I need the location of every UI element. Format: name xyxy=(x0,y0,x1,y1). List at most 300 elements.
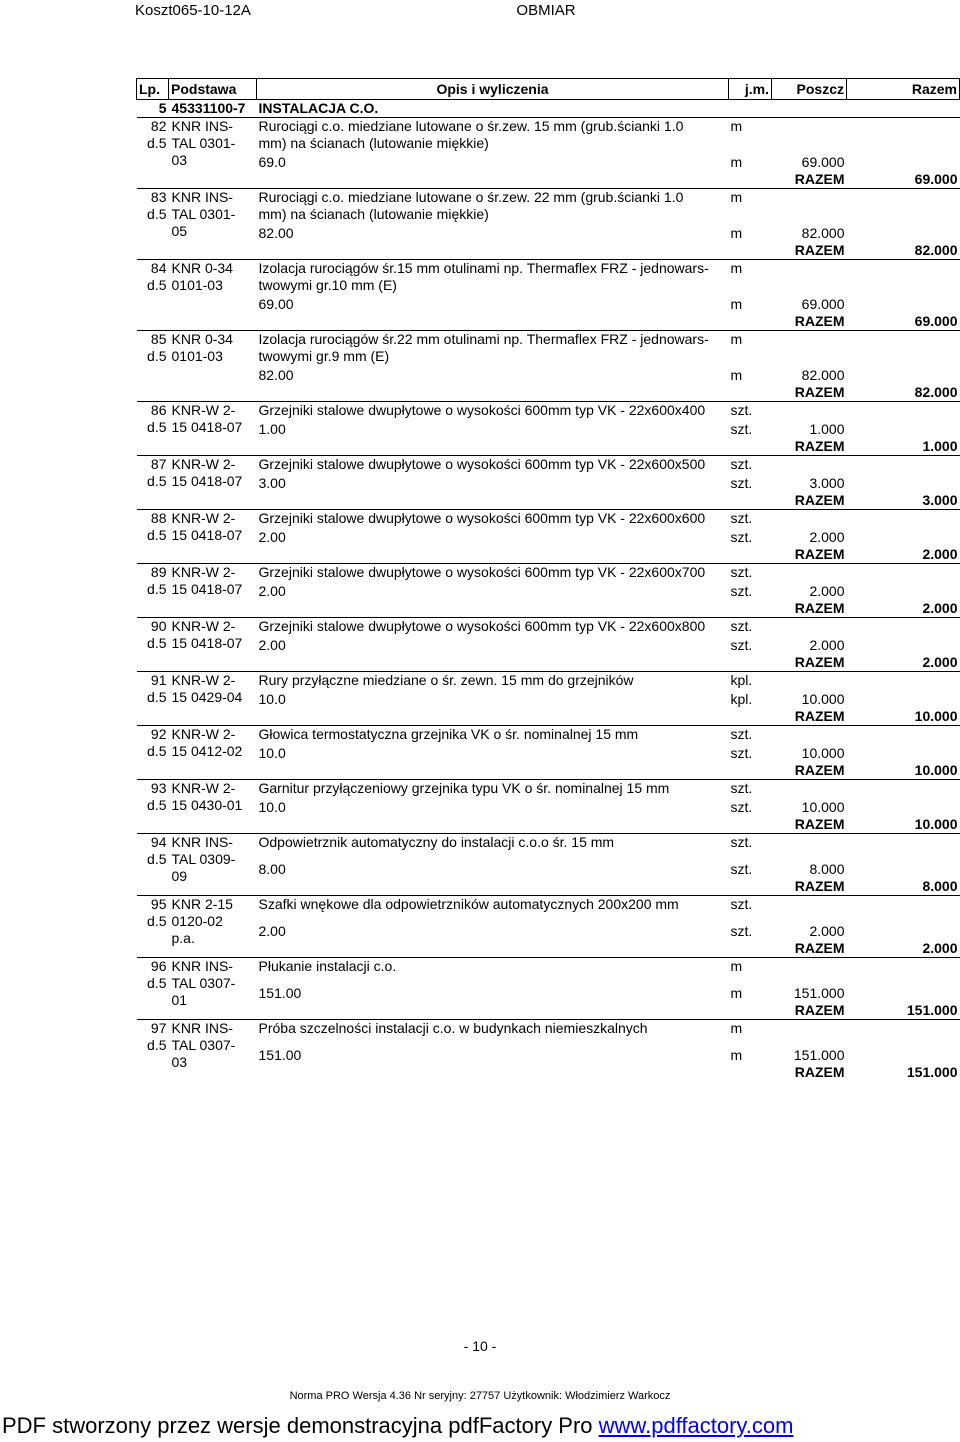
item-lp xyxy=(137,331,169,402)
item-base xyxy=(169,896,257,958)
razem-label: RAZEM xyxy=(794,600,845,616)
item-calc: 2.00 xyxy=(258,529,286,545)
razem-row xyxy=(137,1064,960,1081)
item-unit: m xyxy=(729,958,772,986)
razem-value: 69.000 xyxy=(914,313,958,329)
item-lp-line: d.5 xyxy=(147,135,167,151)
item-unit: m xyxy=(729,118,772,155)
table-row xyxy=(137,189,960,226)
item-desc-line: Grzejniki stalowe dwupłytowe o wysokości 600mm typ VK - 22x600x800 xyxy=(258,618,706,634)
item-desc-line: Grzejniki stalowe dwupłytowe o wysokości 600mm typ VK - 22x600x400 xyxy=(258,402,706,418)
item-lp-line: 97 xyxy=(150,1020,167,1036)
item-calc-unit: m xyxy=(730,154,743,170)
razem-label: RAZEM xyxy=(794,708,845,724)
razem-row xyxy=(137,600,960,618)
item-base-line: 0101-03 xyxy=(171,348,223,364)
item-lp xyxy=(137,1020,169,1082)
razem-row xyxy=(137,242,960,260)
item-desc-line: Rurociągi c.o. miedziane lutowane o śr.zew. 15 mm (grub.ścianki 1.0 xyxy=(258,118,684,134)
section-number: 5 xyxy=(158,100,167,116)
calc-row xyxy=(137,421,960,438)
item-calc: 82.00 xyxy=(258,225,294,241)
item-base-line: 15 0418-07 xyxy=(171,635,243,651)
item-desc-line: Izolacja rurociągów śr.22 mm otulinami np. Thermaflex FRZ - jednowars- xyxy=(258,331,709,347)
item-calc-unit: szt. xyxy=(730,861,753,877)
pdf-watermark-text: PDF stworzony przez wersje demonstracyjna pdfFactory Pro xyxy=(2,1413,599,1438)
item-desc-line: Grzejniki stalowe dwupłytowe o wysokości 600mm typ VK - 22x600x600 xyxy=(258,510,706,526)
razem-value: 10.000 xyxy=(914,816,958,832)
item-calc: 151.00 xyxy=(258,985,302,1001)
item-description xyxy=(257,456,729,476)
item-base-line: 15 0430-01 xyxy=(171,797,243,813)
item-unit: szt. xyxy=(729,726,772,746)
item-calc: 2.00 xyxy=(258,637,286,653)
obmiar-table xyxy=(136,78,960,1081)
table-row xyxy=(137,726,960,746)
item-base-line: 05 xyxy=(171,223,188,239)
item-base xyxy=(169,510,257,564)
item-description xyxy=(257,618,729,638)
item-calc: 8.00 xyxy=(258,861,286,877)
section-code: 45331100-7 xyxy=(171,100,246,116)
razem-label: RAZEM xyxy=(794,384,845,400)
item-description xyxy=(257,780,729,800)
item-base xyxy=(169,672,257,726)
item-base-line: KNR-W 2- xyxy=(171,672,236,688)
item-base-line: 15 0412-02 xyxy=(171,743,243,759)
item-lp-line: d.5 xyxy=(147,473,167,489)
item-base xyxy=(169,780,257,834)
item-lp-line: d.5 xyxy=(147,689,167,705)
item-description xyxy=(257,1020,729,1048)
calc-row xyxy=(137,637,960,654)
item-lp-line: d.5 xyxy=(147,1037,167,1053)
item-lp xyxy=(137,618,169,672)
item-unit: szt. xyxy=(729,564,772,584)
item-base xyxy=(169,118,257,189)
item-lp-line: 89 xyxy=(150,564,167,580)
item-poszcz: 10.000 xyxy=(801,691,845,707)
item-base-line: KNR INS- xyxy=(171,189,233,205)
item-base xyxy=(169,402,257,456)
item-base-line: KNR-W 2- xyxy=(171,510,236,526)
item-base-line: 15 0418-07 xyxy=(171,473,243,489)
item-desc-line: Próba szczelności instalacji c.o. w budynkach niemieszkalnych xyxy=(258,1020,648,1036)
calc-row xyxy=(137,923,960,940)
item-description xyxy=(257,834,729,862)
item-calc-unit: m xyxy=(730,367,743,383)
item-desc-line: Izolacja rurociągów śr.15 mm otulinami np. Thermaflex FRZ - jednowars- xyxy=(258,260,709,276)
calc-row xyxy=(137,745,960,762)
item-desc-line: Odpowietrznik automatyczny do instalacji c.o.o śr. 15 mm xyxy=(258,834,615,850)
item-calc-unit: szt. xyxy=(730,529,753,545)
item-base-line: 0120-02 xyxy=(171,913,223,929)
item-base xyxy=(169,564,257,618)
razem-label: RAZEM xyxy=(794,171,845,187)
item-description xyxy=(257,260,729,297)
item-base-line: 01 xyxy=(171,992,188,1008)
calc-row xyxy=(137,1047,960,1064)
item-lp-line: 84 xyxy=(150,260,167,276)
table-row xyxy=(137,834,960,862)
razem-row xyxy=(137,171,960,189)
col-header-podstawa: Podstawa xyxy=(169,79,257,100)
razem-value: 1.000 xyxy=(922,438,958,454)
item-lp xyxy=(137,189,169,260)
item-unit: szt. xyxy=(729,896,772,924)
item-base-line: TAL 0301- xyxy=(171,135,236,151)
item-unit: szt. xyxy=(729,780,772,800)
calc-row xyxy=(137,691,960,708)
razem-row xyxy=(137,762,960,780)
item-desc-line: Płukanie instalacji c.o. xyxy=(258,958,397,974)
section-row xyxy=(137,100,960,118)
item-calc-unit: szt. xyxy=(730,421,753,437)
item-base xyxy=(169,958,257,1020)
item-description xyxy=(257,402,729,422)
item-lp-line: 96 xyxy=(150,958,167,974)
item-lp-line: d.5 xyxy=(147,913,167,929)
item-base-line: 0101-03 xyxy=(171,277,223,293)
item-poszcz: 3.000 xyxy=(809,475,845,491)
item-lp-line: 95 xyxy=(150,896,167,912)
razem-label: RAZEM xyxy=(794,438,845,454)
calc-row xyxy=(137,475,960,492)
table-row xyxy=(137,118,960,155)
item-base-line: 09 xyxy=(171,868,188,884)
col-header-poszcz: Poszcz xyxy=(772,79,847,100)
item-lp-line: 94 xyxy=(150,834,167,850)
item-lp-line: 82 xyxy=(150,118,167,134)
item-lp-line: d.5 xyxy=(147,277,167,293)
calc-row xyxy=(137,367,960,384)
razem-value: 10.000 xyxy=(914,708,958,724)
item-base-line: TAL 0307- xyxy=(171,1037,236,1053)
item-desc-line: Szafki wnękowe dla odpowietrzników automatycznych 200x200 mm xyxy=(258,896,679,912)
calc-row xyxy=(137,861,960,878)
item-poszcz: 151.000 xyxy=(793,985,845,1001)
software-footer: Norma PRO Wersja 4.36 Nr seryjny: 27757 Użytkownik: Włodzimierz Warkocz xyxy=(289,1390,671,1402)
item-base xyxy=(169,834,257,896)
item-unit: m xyxy=(729,1020,772,1048)
item-unit: m xyxy=(729,260,772,297)
item-lp xyxy=(137,510,169,564)
col-header-lp: Lp. xyxy=(137,79,169,100)
item-lp-line: d.5 xyxy=(147,348,167,364)
item-base-line: 15 0418-07 xyxy=(171,419,243,435)
item-calc-unit: szt. xyxy=(730,923,753,939)
razem-value: 151.000 xyxy=(906,1002,958,1018)
razem-label: RAZEM xyxy=(794,878,845,894)
item-base-line: KNR-W 2- xyxy=(171,564,236,580)
item-lp-line: 92 xyxy=(150,726,167,742)
item-base-line: 15 0418-07 xyxy=(171,581,243,597)
item-desc-line: twowymi gr.10 mm (E) xyxy=(258,277,397,293)
table-row xyxy=(137,564,960,584)
item-lp-line: d.5 xyxy=(147,419,167,435)
item-base-line: 15 0418-07 xyxy=(171,527,243,543)
razem-label: RAZEM xyxy=(794,762,845,778)
item-poszcz: 82.000 xyxy=(801,225,845,241)
item-poszcz: 2.000 xyxy=(809,923,845,939)
item-base-line: KNR-W 2- xyxy=(171,402,236,418)
item-base-line: p.a. xyxy=(171,930,195,946)
calc-row xyxy=(137,799,960,816)
item-calc-unit: m xyxy=(730,225,743,241)
item-poszcz: 1.000 xyxy=(809,421,845,437)
item-description xyxy=(257,331,729,368)
table-header-row xyxy=(137,79,960,100)
calc-row xyxy=(137,154,960,171)
razem-value: 2.000 xyxy=(922,600,958,616)
item-base-line: KNR-W 2- xyxy=(171,780,236,796)
item-lp-line: 90 xyxy=(150,618,167,634)
item-lp xyxy=(137,896,169,958)
item-unit: szt. xyxy=(729,618,772,638)
item-base-line: TAL 0307- xyxy=(171,975,236,991)
item-poszcz: 10.000 xyxy=(801,745,845,761)
razem-label: RAZEM xyxy=(794,1064,845,1080)
item-lp-line: d.5 xyxy=(147,581,167,597)
item-unit: szt. xyxy=(729,456,772,476)
table-row xyxy=(137,402,960,422)
razem-value: 8.000 xyxy=(922,878,958,894)
item-base xyxy=(169,726,257,780)
item-base xyxy=(169,331,257,402)
table-row xyxy=(137,672,960,692)
item-calc-unit: szt. xyxy=(730,475,753,491)
calc-row xyxy=(137,296,960,313)
item-calc-unit: m xyxy=(730,296,743,312)
calc-row xyxy=(137,985,960,1002)
item-base xyxy=(169,456,257,510)
doc-filename: Koszt065-10-12A xyxy=(135,2,251,19)
item-lp xyxy=(137,456,169,510)
razem-row xyxy=(137,1002,960,1020)
table-row xyxy=(137,331,960,368)
razem-label: RAZEM xyxy=(794,654,845,670)
item-desc-line: Rury przyłączne miedziane o śr. zewn. 15 mm do grzejników xyxy=(258,672,634,688)
item-desc-line: Grzejniki stalowe dwupłytowe o wysokości 600mm typ VK - 22x600x500 xyxy=(258,456,706,472)
item-calc-unit: szt. xyxy=(730,745,753,761)
item-desc-line: mm) na ścianach (lutowanie miękkie) xyxy=(258,135,489,151)
item-base xyxy=(169,189,257,260)
item-desc-line: twowymi gr.9 mm (E) xyxy=(258,348,390,364)
item-calc: 2.00 xyxy=(258,583,286,599)
item-calc: 10.0 xyxy=(258,745,286,761)
item-base-line: KNR INS- xyxy=(171,118,233,134)
razem-value: 2.000 xyxy=(922,940,958,956)
table-row xyxy=(137,618,960,638)
razem-row xyxy=(137,878,960,896)
item-poszcz: 69.000 xyxy=(801,154,845,170)
item-base xyxy=(169,260,257,331)
item-lp xyxy=(137,402,169,456)
item-calc: 69.00 xyxy=(258,296,294,312)
item-desc-line: Garnitur przyłączeniowy grzejnika typu VK o śr. nominalnej 15 mm xyxy=(258,780,670,796)
item-base-line: KNR 0-34 xyxy=(171,331,233,347)
item-base-line: KNR INS- xyxy=(171,958,233,974)
item-base-line: KNR-W 2- xyxy=(171,726,236,742)
razem-row xyxy=(137,708,960,726)
section-title: INSTALACJA C.O. xyxy=(258,100,379,116)
calc-row xyxy=(137,583,960,600)
item-base-line: KNR 2-15 xyxy=(171,896,233,912)
item-base-line: KNR INS- xyxy=(171,1020,233,1036)
item-calc: 10.0 xyxy=(258,691,286,707)
item-lp-line: d.5 xyxy=(147,797,167,813)
table-row xyxy=(137,1020,960,1048)
item-lp-line: 91 xyxy=(150,672,167,688)
item-calc: 2.00 xyxy=(258,923,286,939)
item-description xyxy=(257,510,729,530)
razem-label: RAZEM xyxy=(794,313,845,329)
table-row xyxy=(137,958,960,986)
razem-label: RAZEM xyxy=(794,546,845,562)
table-row xyxy=(137,896,960,924)
razem-value: 2.000 xyxy=(922,546,958,562)
item-description xyxy=(257,118,729,155)
item-calc-unit: m xyxy=(730,985,743,1001)
item-unit: szt. xyxy=(729,402,772,422)
item-poszcz: 8.000 xyxy=(809,861,845,877)
item-calc-unit: szt. xyxy=(730,583,753,599)
item-unit: szt. xyxy=(729,510,772,530)
item-calc-unit: szt. xyxy=(730,799,753,815)
razem-label: RAZEM xyxy=(794,1002,845,1018)
calc-row xyxy=(137,225,960,242)
doc-title: OBMIAR xyxy=(516,2,576,19)
item-lp-line: d.5 xyxy=(147,851,167,867)
table-row xyxy=(137,260,960,297)
col-header-razem: Razem xyxy=(847,79,960,100)
item-description xyxy=(257,189,729,226)
item-calc: 10.0 xyxy=(258,799,286,815)
item-base-line: 03 xyxy=(171,152,188,168)
item-desc-line: Głowica termostatyczna grzejnika VK o śr. nominalnej 15 mm xyxy=(258,726,639,742)
item-lp xyxy=(137,958,169,1020)
item-description xyxy=(257,896,729,924)
razem-row xyxy=(137,816,960,834)
item-lp-line: 93 xyxy=(150,780,167,796)
item-lp-line: d.5 xyxy=(147,527,167,543)
item-base xyxy=(169,1020,257,1082)
razem-row xyxy=(137,438,960,456)
item-calc: 151.00 xyxy=(258,1047,302,1063)
item-description xyxy=(257,564,729,584)
item-lp xyxy=(137,726,169,780)
razem-row xyxy=(137,313,960,331)
pdf-watermark xyxy=(2,1413,793,1439)
item-desc-line: mm) na ścianach (lutowanie miękkie) xyxy=(258,206,489,222)
item-desc-line: Grzejniki stalowe dwupłytowe o wysokości 600mm typ VK - 22x600x700 xyxy=(258,564,706,580)
item-poszcz: 2.000 xyxy=(809,529,845,545)
item-calc: 1.00 xyxy=(258,421,286,437)
item-lp-line: 85 xyxy=(150,331,167,347)
item-unit: m xyxy=(729,331,772,368)
razem-row xyxy=(137,492,960,510)
item-calc-unit: kpl. xyxy=(730,691,753,707)
table-row xyxy=(137,510,960,530)
pdffactory-link[interactable]: www.pdffactory.com xyxy=(598,1413,794,1438)
razem-value: 3.000 xyxy=(922,492,958,508)
razem-value: 10.000 xyxy=(914,762,958,778)
item-poszcz: 2.000 xyxy=(809,637,845,653)
col-header-opis: Opis i wyliczenia xyxy=(257,79,729,100)
calc-row xyxy=(137,529,960,546)
razem-row xyxy=(137,940,960,958)
col-header-jm: j.m. xyxy=(729,79,772,100)
item-unit: szt. xyxy=(729,834,772,862)
item-lp xyxy=(137,672,169,726)
page-number: - 10 - xyxy=(463,1338,497,1354)
item-base-line: TAL 0301- xyxy=(171,206,236,222)
item-lp xyxy=(137,118,169,189)
razem-value: 151.000 xyxy=(906,1064,958,1080)
item-lp-line: d.5 xyxy=(147,975,167,991)
item-poszcz: 82.000 xyxy=(801,367,845,383)
razem-label: RAZEM xyxy=(794,940,845,956)
item-base-line: 15 0429-04 xyxy=(171,689,243,705)
razem-row xyxy=(137,546,960,564)
table-row xyxy=(137,456,960,476)
item-lp xyxy=(137,564,169,618)
item-base-line: KNR INS- xyxy=(171,834,233,850)
item-calc-unit: szt. xyxy=(730,637,753,653)
item-lp-line: 83 xyxy=(150,189,167,205)
item-lp-line: d.5 xyxy=(147,743,167,759)
item-description xyxy=(257,672,729,692)
razem-label: RAZEM xyxy=(794,492,845,508)
item-poszcz: 151.000 xyxy=(793,1047,845,1063)
item-lp-line: 88 xyxy=(150,510,167,526)
razem-value: 82.000 xyxy=(914,242,958,258)
item-unit: kpl. xyxy=(729,672,772,692)
item-poszcz: 2.000 xyxy=(809,583,845,599)
razem-value: 2.000 xyxy=(922,654,958,670)
item-description xyxy=(257,726,729,746)
item-calc-unit: m xyxy=(730,1047,743,1063)
razem-value: 82.000 xyxy=(914,384,958,400)
razem-value: 69.000 xyxy=(914,171,958,187)
item-calc: 3.00 xyxy=(258,475,286,491)
item-base-line: TAL 0309- xyxy=(171,851,236,867)
razem-label: RAZEM xyxy=(794,242,845,258)
item-base-line: KNR 0-34 xyxy=(171,260,233,276)
item-base xyxy=(169,618,257,672)
item-base-line: KNR-W 2- xyxy=(171,618,236,634)
item-base-line: KNR-W 2- xyxy=(171,456,236,472)
item-lp xyxy=(137,780,169,834)
table-row xyxy=(137,780,960,800)
item-desc-line: Rurociągi c.o. miedziane lutowane o śr.zew. 22 mm (grub.ścianki 1.0 xyxy=(258,189,684,205)
item-description xyxy=(257,958,729,986)
item-calc: 82.00 xyxy=(258,367,294,383)
razem-row xyxy=(137,654,960,672)
item-lp-line: 86 xyxy=(150,402,167,418)
item-lp xyxy=(137,260,169,331)
item-lp xyxy=(137,834,169,896)
item-calc: 69.0 xyxy=(258,154,286,170)
item-lp-line: d.5 xyxy=(147,206,167,222)
item-lp-line: d.5 xyxy=(147,635,167,651)
item-unit: m xyxy=(729,189,772,226)
item-base-line: 03 xyxy=(171,1054,188,1070)
item-lp-line: 87 xyxy=(150,456,167,472)
item-poszcz: 69.000 xyxy=(801,296,845,312)
razem-label: RAZEM xyxy=(794,816,845,832)
razem-row xyxy=(137,384,960,402)
